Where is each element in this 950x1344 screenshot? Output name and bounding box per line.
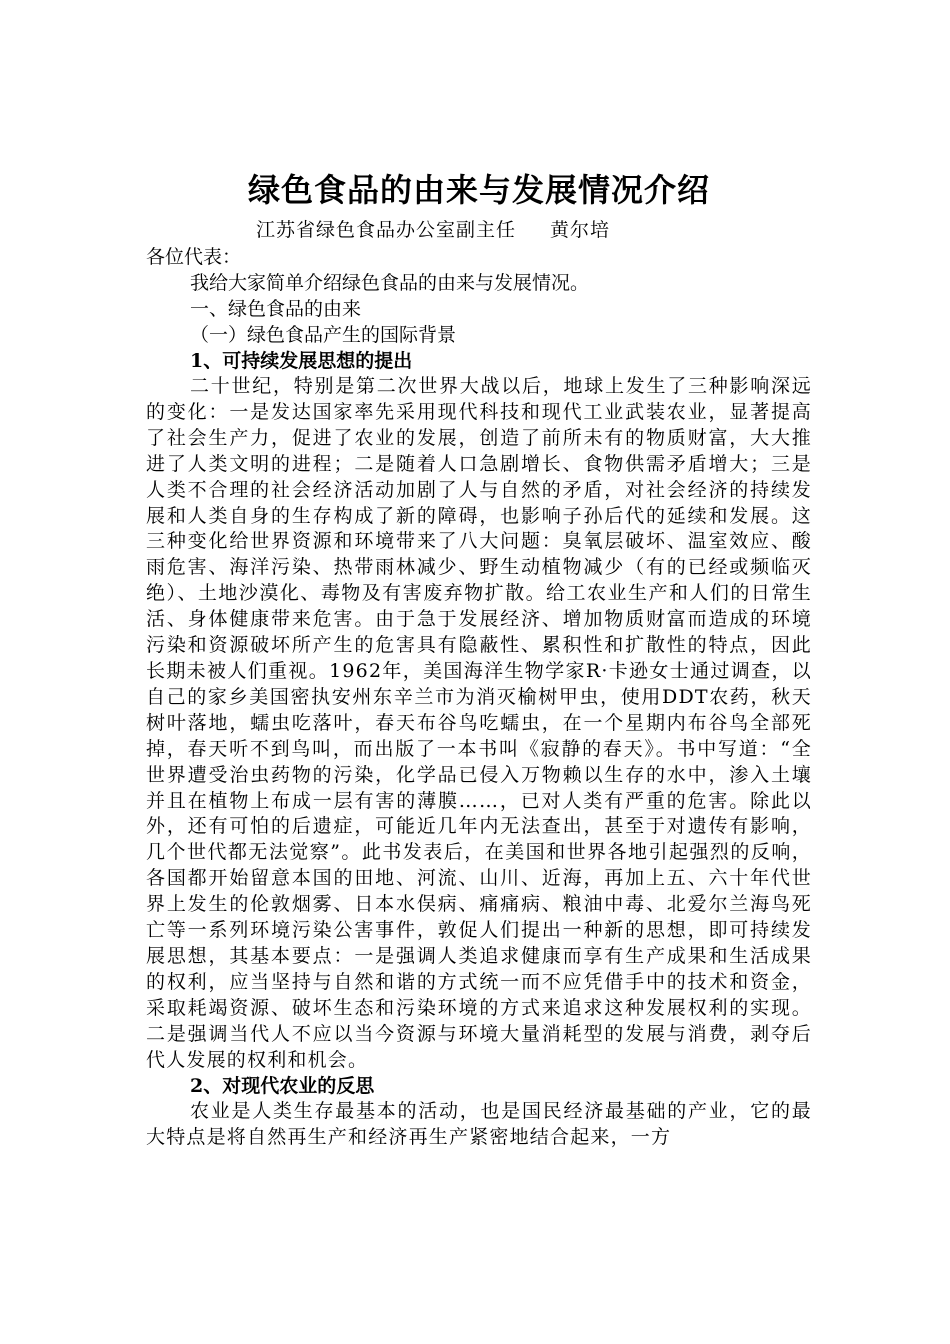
section-heading-1: 一、绿色食品的由来	[190, 298, 362, 320]
subsection-heading-1: （一）绿色食品产生的国际背景	[190, 324, 457, 346]
body-paragraph-2: 农业是人类生存最基本的活动，也是国民经济最基础的产业，它的最大特点是将自然再生产和经济再生产紧密地结合起来，一方	[146, 1100, 812, 1149]
body-paragraph-1: 二十世纪，特别是第二次世界大战以后，地球上发生了三种影响深远的变化：一是发达国家率先采用现代科技和现代工业武装农业，显著提高了社会生产力，促进了农业的发展，创造了前所未有的物质财富，大大推进了人类文明的进程；二是随着人口急剧增长、食物供需矛盾增大；三是人类不合理的社会经济活动加剧了人与自然的矛盾，对社会经济的持续发展和人类自身的生存构成了新的障碍，也影响子孙后代的延续和发展。这三种变化给世界资源和环境带来了八大问题：臭氧层破坏、温室效应、酸雨危害、海洋污染、热带雨林减少、野生动植物减少（有的已经或频临灭绝）、土地沙漠化、毒物及有害废弃物扩散。给工农业生产和人们的日常生活、身体健康带来危害。由于急于发展经济、增加物质财富而造成的环境污染和资源破坏所产生的危害具有隐蔽性、累积性和扩散性的特点，因此长期未被人们重视。1962年，美国海洋生物学家R·卡逊女士通过调查，以自己的家乡美国密执安州东辛兰市为消灭榆树甲虫，使用DDT农药，秋天树叶落地，蠕虫吃落叶，春天布谷鸟吃蠕虫，在一个星期内布谷鸟全部死掉，春天听不到鸟叫，而出版了一本书叫《寂静的春天》。书中写道：“全世界遭受治虫药物的污染，化学品已侵入万物赖以生存的水中，渗入土壤并且在植物上布成一层有害的薄膜……，已对人类有严重的危害。除此以外，还有可怕的后遗症，可能近几年内无法查出，甚至于对遗传有影响，几个世代都无法觉察”。此书发表后，在美国和世界各地引起强烈的反响，各国都开始留意本国的田地、河流、山川、近海，再加上五、六十年代世界上发生的伦敦烟雾、日本水俣病、痛痛病、粮油中毒、北爱尔兰海鸟死亡等一系列环境污染公害事件，敦促人们提出一种新的思想，即可持续发展思想，其基本要点：一是强调人类追求健康而享有生产成果和生活成果的权利，应当坚持与自然和谐的方式统一而不应凭借手中的技术和资金，采取耗竭资源、破坏生态和污染环境的方式来追求这种发展权利的实现。二是强调当代人不应以当今资源与环境大量消耗型的发展与消费，剥夺后代人发展的权利和机会。	[146, 375, 812, 1071]
salutation: 各位代表：	[146, 246, 242, 268]
intro-paragraph: 我给大家简单介绍绿色食品的由来与发展情况。	[190, 272, 590, 294]
point-heading-2: 2、对现代农业的反思	[190, 1075, 375, 1098]
byline-name: 黄尔培	[550, 219, 611, 241]
document-page	[146, 168, 812, 1151]
point-heading-1: 1、可持续发展思想的提出	[190, 350, 413, 372]
document-title: 绿色食品的由来与发展情况介绍	[247, 171, 710, 209]
byline	[146, 216, 812, 244]
byline-org: 江苏省绿色食品办公室副主任	[256, 219, 517, 241]
